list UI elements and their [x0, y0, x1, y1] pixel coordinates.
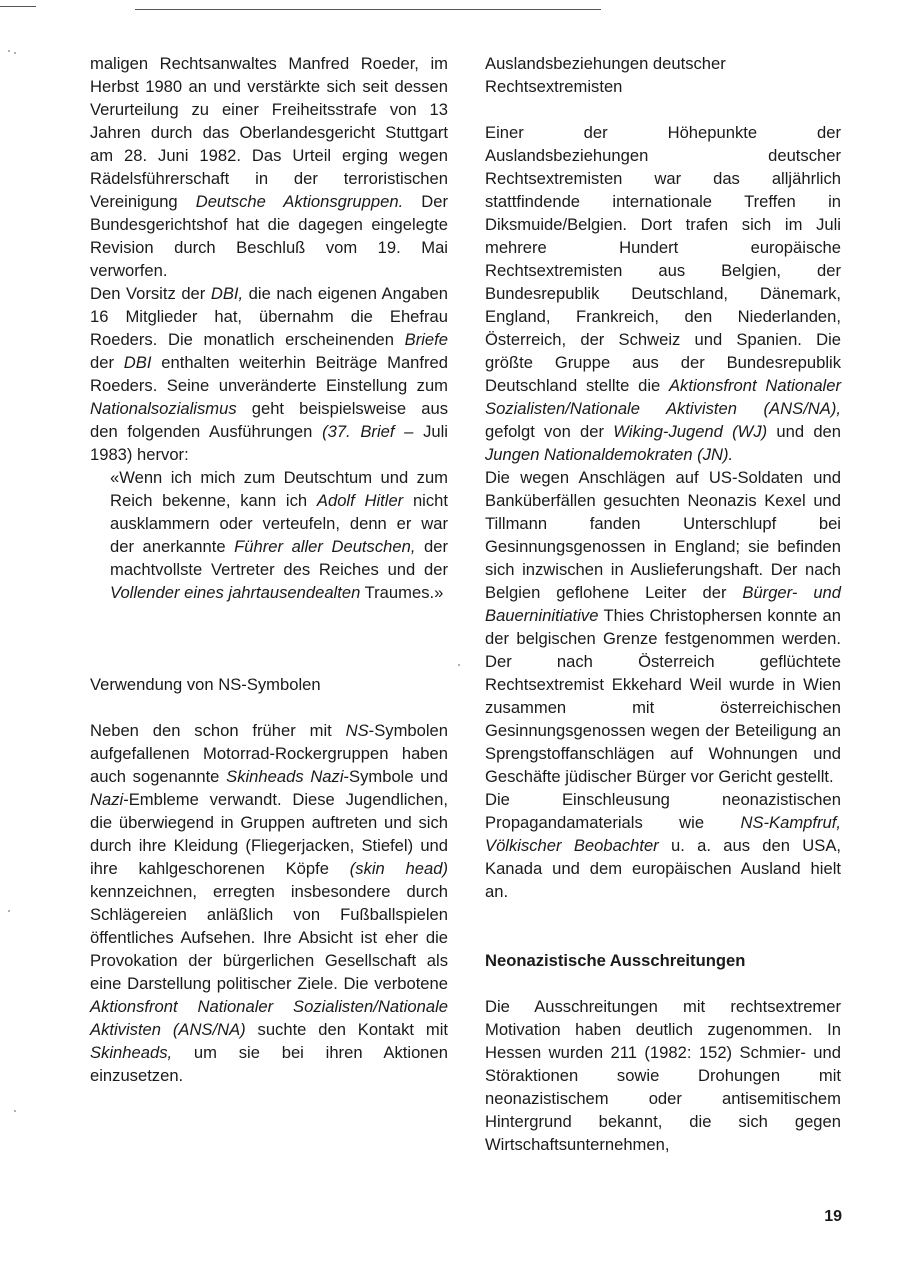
left-paragraph-1: maligen Rechtsanwaltes Manfred Roeder, im Herbst 1980 an und verstärkte sich seit dessen Verurteilung zu einer Freiheitsstrafe von 13 Jahren durch das Oberlandesgericht Stuttgart am 28. Juni 1982. Das Urteil erging wegen Rädelsführerschaft in der terroristischen Vereinigung Deutsche Aktionsgruppen. Der Bundesgerichtshof hat die dagegen eingelegte Revision durch Beschluß vom 19. Mai verworfen. — [90, 54, 448, 280]
left-paragraph-2: Den Vorsitz der DBI, die nach eigenen Angaben 16 Mitglieder hat, übernahm die Ehefrau Roeders. Die monatlich erscheinenden Briefe der DBI enthalten weiterhin Beiträge Manfred Roeders. Seine unveränderte Einstellung zum Nationalsozialismus geht beispielsweise aus den folgenden Ausführungen (37. Brief – Juli 1983) hervor: — [90, 284, 448, 464]
top-left-rule — [0, 6, 36, 7]
section-heading-foreign-relations: Auslandsbeziehungen deutscher Rechtsextremisten — [485, 54, 726, 96]
left-paragraph-3: Neben den schon früher mit NS-Symbolen aufgefallenen Motorrad-Rockergruppen haben auch sogenannte Skinheads Nazi-Symbole und Nazi-Embleme verwandt. Diese Jugendlichen, die überwiegend in Gruppen auftreten und sich durch ihre Kleidung (Fliegerjacken, Stiefel) und ihre kahlgeschorenen Köpfe (skin head) kennzeichnen, erregten insbesondere durch Schlägereien anläßlich von Fußballspielen öffentliches Aufsehen. Ihre Absicht ist eher die Provokation der bürgerlichen Gesellschaft als eine Darstellung politischer Ziele. Die verbotene Aktionsfront Nationaler Sozialisten/Nationale Aktivisten (ANS/NA) suchte den Kontakt mit Skinheads, um sie bei ihren Aktionen einzusetzen. — [90, 721, 448, 1085]
right-paragraph-1: Einer der Höhepunkte der Auslandsbeziehungen deutscher Rechtsextremisten war das alljährlich stattfindende internationale Treffen in Diksmuide/Belgien. Dort trafen sich im Juli mehrere Hundert europäische Rechtsextremisten aus Belgien, der Bundesrepublik Deutschland, Dänemark, England, Frankreich, den Niederlanden, Österreich, der Schweiz und Spanien. Die größte Gruppe aus der Bundesrepublik Deutschland stellte die Aktionsfront Nationaler Sozialisten/Nationale Aktivisten (ANS/NA), gefolgt von der Wiking-Jugend (WJ) und den Jungen Nationaldemokraten (JN). — [485, 123, 842, 464]
page-number: 19 — [824, 1208, 842, 1225]
right-paragraph-3: Die Einschleusung neonazistischen Propagandamaterials wie NS-Kampfruf, Völkischer Beobachter u. a. aus den USA, Kanada und dem europäischen Ausland hielt an. — [485, 790, 842, 901]
scan-speck — [8, 50, 10, 52]
scan-speck — [458, 664, 460, 666]
scan-speck — [14, 1110, 16, 1112]
top-header-rule — [135, 9, 601, 10]
section-heading-neonazi-incidents: Neonazistische Ausschreitungen — [485, 951, 746, 970]
section-heading-ns-symbols: Verwendung von NS-Symbolen — [90, 675, 321, 694]
right-column — [485, 52, 841, 1156]
scan-speck — [8, 910, 10, 912]
roeder-quote: «Wenn ich mich zum Deutschtum und zum Reich bekenne, kann ich Adolf Hitler nicht ausklammern oder verteufeln, denn er war der anerkannte Führer aller Deutschen, der machtvollste Vertreter des Reiches und der Vollender eines jahrtausendealten Traumes.» — [110, 468, 449, 602]
scan-speck — [14, 52, 16, 54]
right-paragraph-4: Die Ausschreitungen mit rechtsextremer Motivation haben deutlich zugenommen. In Hessen wurden 211 (1982: 152) Schmier- und Störaktionen sowie Drohungen mit neonazistischem oder antisemitischem Hintergrund bekannt, die sich gegen Wirtschaftsunternehmen, — [485, 997, 841, 1154]
right-paragraph-2: Die wegen Anschlägen auf US-Soldaten und Banküberfällen gesuchten Neonazis Kexel und Tillmann fanden Unterschlupf bei Gesinnungsgenossen in England; sie befinden sich inzwischen in Auslieferungshaft. Der nach Belgien geflohene Leiter der Bürger- und Bauerninitiative Thies Christophersen konnte an der belgischen Grenze festgenommen werden. Der nach Österreich geflüchtete Rechtsextremist Ekkehard Weil wurde in Wien zusammen mit österreichischen Gesinnungsgenossen wegen der Beteiligung an Sprengstoffanschlägen auf Wohnungen und Geschäfte jüdischer Bürger vor Gericht gestellt. — [485, 468, 841, 786]
left-column — [90, 52, 448, 1087]
